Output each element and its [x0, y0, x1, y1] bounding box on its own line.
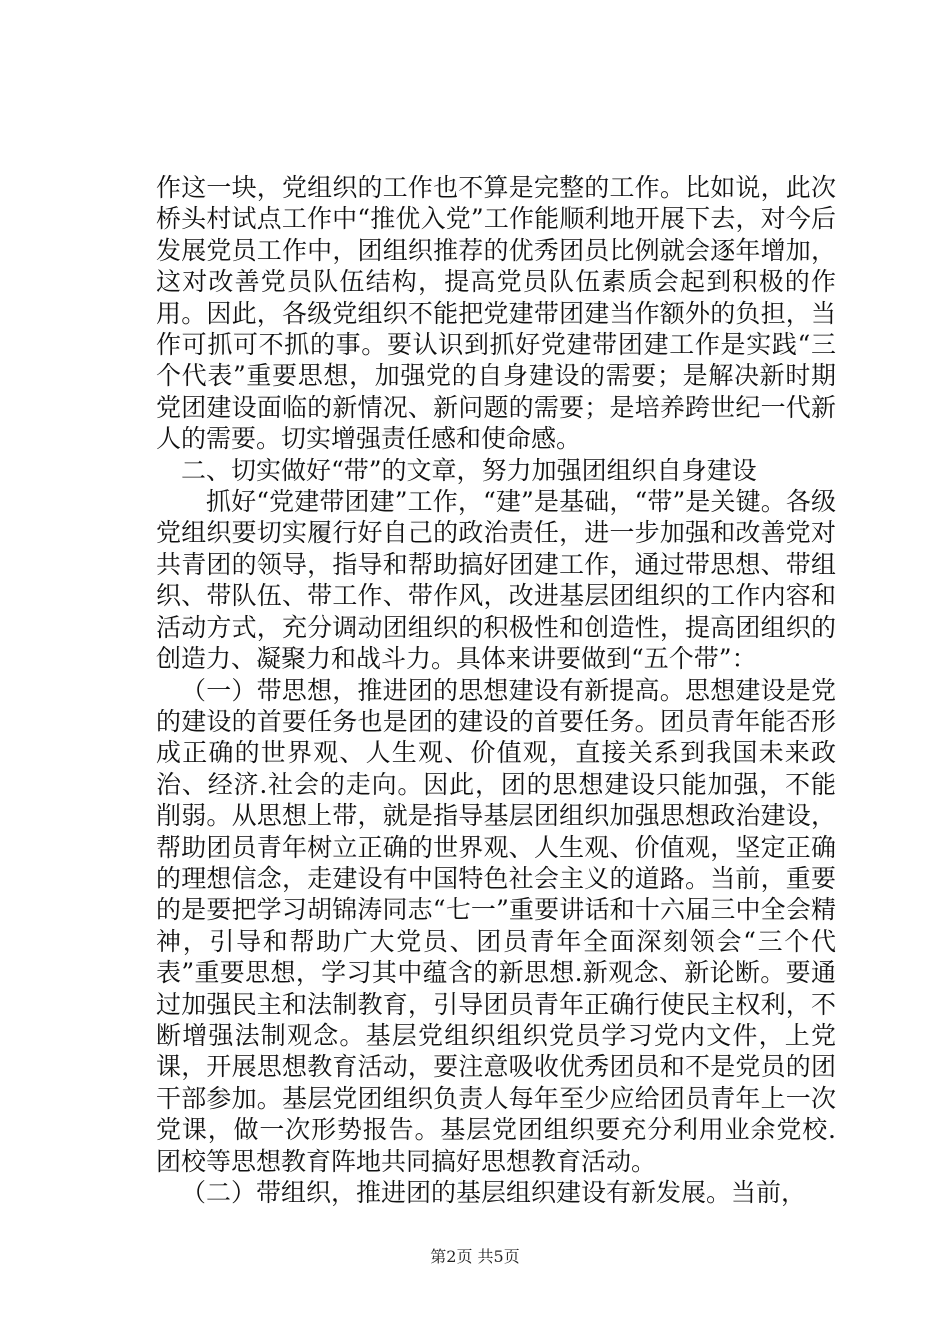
paragraph-continuation: 作这一块，党组织的工作也不算是完整的工作。比如说，此次桥头村试点工作中“推优入党”工作能顺利地开展下去，对今后发展党员工作中，团组织推荐的优秀团员比例就会逐年增加，这对改善党员队伍结构，提高党员队伍素质会起到积极的作用。因此，各级党组织不能把党建带团建当作额外的负担，当作可抓可不抓的事。要认识到抓好党建带团建工作是实践“三个代表”重要思想，加强党的自身建设的需要；是解决新时期党团建设面临的新情况、新问题的需要；是培养跨世纪一代新人的需要。切实增强责任感和使命感。 [156, 173, 836, 454]
section-heading: 二、切实做好“带”的文章，努力加强团组织自身建设 [181, 455, 757, 485]
document-body [156, 172, 836, 1208]
paragraph-item-one: （一）带思想，推进团的思想建设有新提高。思想建设是党的建设的首要任务也是团的建设的首要任务。团员青年能否形成正确的世界观、人生观、价值观，直接关系到我国未来政治、经济.社会的走向。因此，团的思想建设只能加强，不能削弱。从思想上带，就是指导基层团组织加强思想政治建设，帮助团员青年树立正确的世界观、人生观、价值观，坚定正确的理想信念，走建设有中国特色社会主义的道路。当前，重要的是要把学习胡锦涛同志“七一”重要讲话和十六届三中全会精神，引导和帮助广大党员、团员青年全面深刻领会“三个代表”重要思想，学习其中蕴含的新思想.新观念、新论断。要通过加强民主和法制教育，引导团员青年正确行使民主权利，不断增强法制观念。基层党组织组织党员学习党内文件，上党课，开展思想教育活动，要注意吸收优秀团员和不是党员的团干部参加。基层党团组织负责人每年至少应给团员青年上一次党课，做一次形势报告。基层党团组织要充分利用业余党校.团校等思想教育阵地共同搞好思想教育活动。 [156, 675, 836, 1176]
paragraph-intro: 抓好“党建带团建”工作，“建”是基础，“带”是关键。各级党组织要切实履行好自己的政治责任，进一步加强和改善党对共青团的领导，指导和帮助搞好团建工作，通过带思想、带组织、带队伍、带工作、带作风，改进基层团组织的工作内容和活动方式，充分调动团组织的积极性和创造性，提高团组织的创造力、凝聚力和战斗力。具体来讲要做到“五个带”： [156, 487, 836, 674]
page-footer: 第2页 共5页 [430, 1247, 520, 1266]
paragraph-item-two: （二）带组织，推进团的基层组织建设有新发展。当前， [181, 1178, 807, 1207]
